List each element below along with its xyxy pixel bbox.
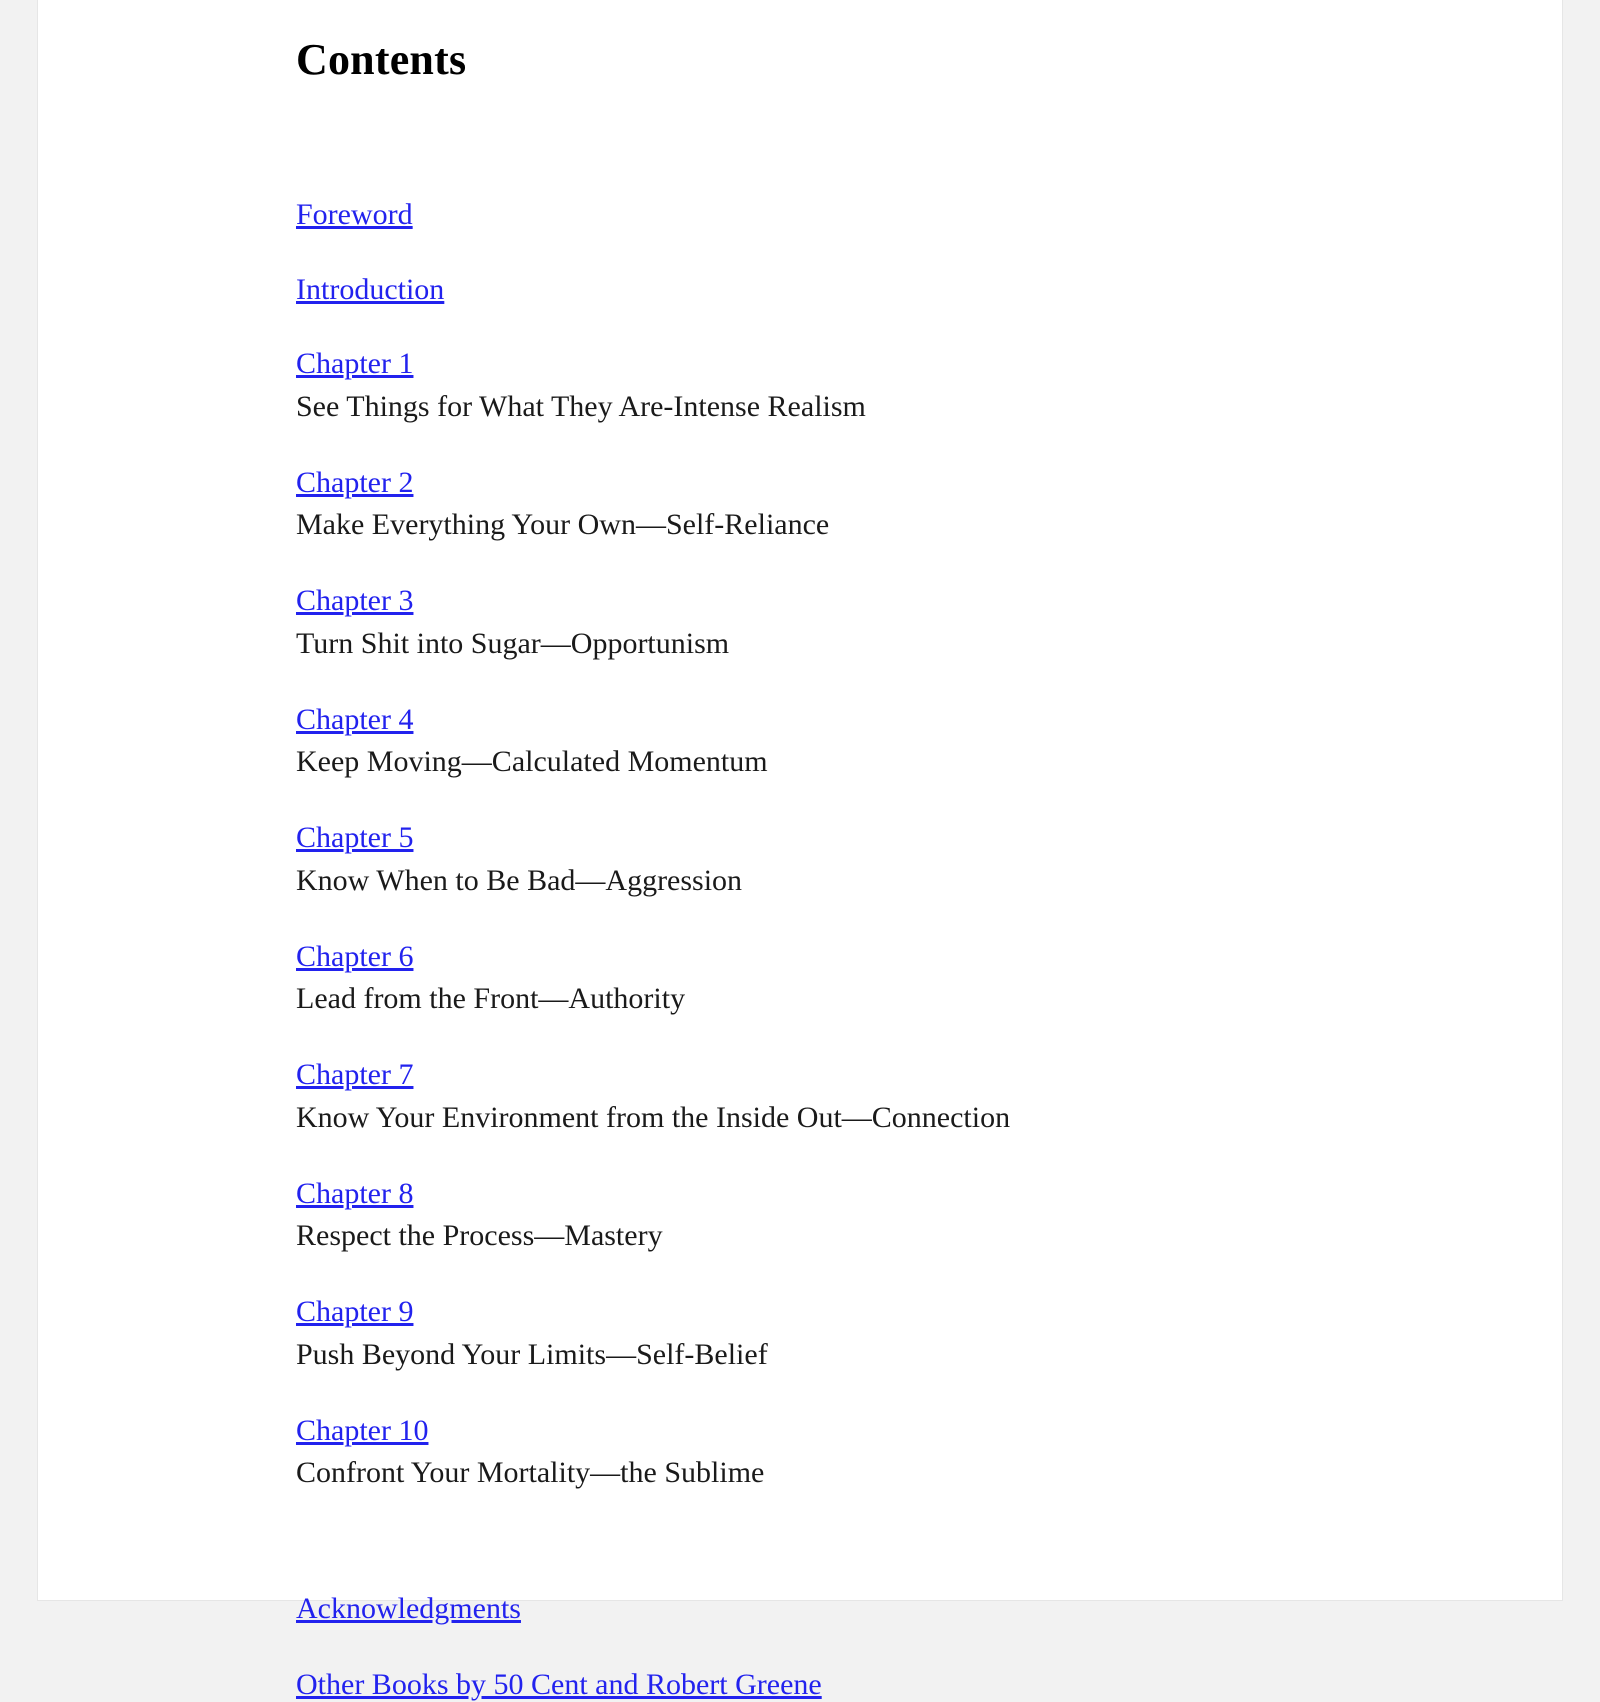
- section-spacer: [296, 1532, 1562, 1592]
- toc-subtitle-chapter-8: Respect the Process—Mastery: [296, 1216, 1562, 1255]
- toc-subtitle-chapter-9: Push Beyond Your Limits—Self-Belief: [296, 1335, 1562, 1374]
- document-page: [38, 0, 1562, 1600]
- toc-entry-foreword: [296, 198, 1562, 233]
- toc-entry-chapter-9: [296, 1295, 1562, 1374]
- toc-link-chapter-4[interactable]: Chapter 4: [296, 703, 413, 738]
- toc-subtitle-chapter-7: Know Your Environment from the Inside Out—Connection: [296, 1098, 1562, 1137]
- toc-link-foreword[interactable]: Foreword: [296, 198, 413, 233]
- toc-entry-acknowledgments: [296, 1592, 1562, 1627]
- toc-link-chapter-5[interactable]: Chapter 5: [296, 821, 413, 856]
- toc-subtitle-chapter-5: Know When to Be Bad—Aggression: [296, 861, 1562, 900]
- toc-link-chapter-3[interactable]: Chapter 3: [296, 584, 413, 619]
- toc-link-introduction[interactable]: Introduction: [296, 273, 444, 308]
- toc-entry-chapter-5: [296, 821, 1562, 900]
- toc-link-chapter-8[interactable]: Chapter 8: [296, 1177, 413, 1212]
- toc-subtitle-chapter-1: See Things for What They Are-Intense Realism: [296, 387, 1562, 426]
- toc-link-other-books[interactable]: Other Books by 50 Cent and Robert Greene: [296, 1668, 822, 1702]
- toc-entry-chapter-10: [296, 1414, 1562, 1493]
- toc-entry-introduction: [296, 273, 1562, 308]
- toc-link-chapter-1[interactable]: Chapter 1: [296, 347, 413, 382]
- page-title: Contents: [296, 0, 1562, 85]
- toc-link-chapter-6[interactable]: Chapter 6: [296, 940, 413, 975]
- toc-entry-list: [296, 198, 1562, 1702]
- toc-subtitle-chapter-2: Make Everything Your Own—Self-Reliance: [296, 505, 1562, 544]
- toc-subtitle-chapter-4: Keep Moving—Calculated Momentum: [296, 742, 1562, 781]
- toc-entry-chapter-8: [296, 1177, 1562, 1256]
- toc-link-chapter-9[interactable]: Chapter 9: [296, 1295, 413, 1330]
- toc-link-chapter-7[interactable]: Chapter 7: [296, 1058, 413, 1093]
- toc-link-chapter-10[interactable]: Chapter 10: [296, 1414, 428, 1449]
- toc-link-chapter-2[interactable]: Chapter 2: [296, 466, 413, 501]
- toc-subtitle-chapter-10: Confront Your Mortality—the Sublime: [296, 1453, 1562, 1492]
- toc-subtitle-chapter-6: Lead from the Front—Authority: [296, 979, 1562, 1018]
- toc-entry-other-books: [296, 1668, 1562, 1702]
- toc-entry-chapter-3: [296, 584, 1562, 663]
- toc-entry-chapter-6: [296, 940, 1562, 1019]
- toc-entry-chapter-1: [296, 347, 1562, 426]
- toc-subtitle-chapter-3: Turn Shit into Sugar—Opportunism: [296, 624, 1562, 663]
- toc-entry-chapter-4: [296, 703, 1562, 782]
- toc-link-acknowledgments[interactable]: Acknowledgments: [296, 1592, 521, 1627]
- toc-entry-chapter-7: [296, 1058, 1562, 1137]
- toc-entry-chapter-2: [296, 466, 1562, 545]
- toc-content: [38, 0, 1562, 1702]
